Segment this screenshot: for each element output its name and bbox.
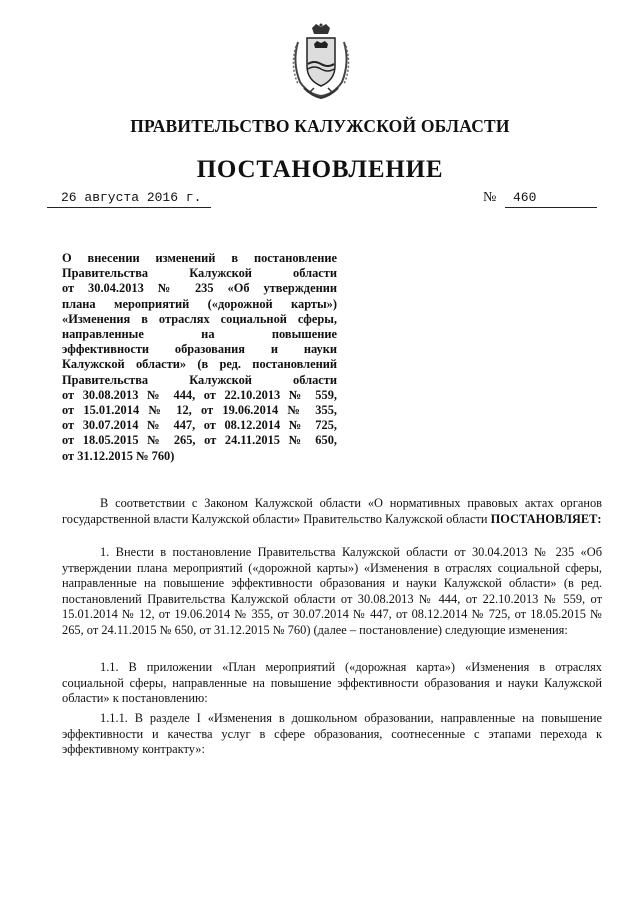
document-type-title: ПОСТАНОВЛЕНИЕ [196,156,444,183]
subject-line: О внесении изменений в постановление [62,251,337,265]
subject-line: от 30.08.2013 № 444, от 22.10.2013 № 559, [62,387,337,402]
subject-line: от 15.01.2014 № 12, от 19.06.2014 № 355, [62,403,337,418]
subject-line: направленные на повышение [62,327,337,342]
subject-line: от 30.04.2013 № 235 «Об утверждении [62,281,337,296]
subject-line: от 30.07.2014 № 447, от 08.12.2014 № 725, [62,418,337,433]
subject-line: эффективности образования и науки [62,342,337,357]
subject-line: от 31.12.2015 № 760) [62,448,175,463]
government-title: ПРАВИТЕЛЬСТВО КАЛУЖСКОЙ ОБЛАСТИ [130,116,510,136]
subject-line: Калужской области» (в ред. постановлений [62,357,337,372]
item-1-1-1-text: 1.1.1. В разделе I «Изменения в дошкольном образовании, направленные на повышение эффективности и качества услуг в сфере образования, соотнесенные с этапами перехода к эффективному контракту»: [62,711,602,757]
subject-line: «Изменения в отраслях социальной сферы, [62,311,337,326]
document-subject [62,251,337,464]
subject-line: плана мероприятий («дорожной карты») [62,296,337,311]
subject-line: Правительства Калужской области [62,266,337,281]
item-1-1-text: 1.1. В приложении «План мероприятий («дорожная карта») «Изменения в отраслях социальной сферы, направленные на повышение эффективности образования и науки Калужской области» к постановлению: [62,660,602,706]
document-date: 26 августа 2016 г. [47,190,211,208]
item-1-1-1-paragraph [62,711,602,758]
intro-paragraph [62,496,602,527]
document-number: 460 [505,190,597,208]
intro-text: В соответствии с Законом Калужской области «О нормативных правовых актах органов государственной власти Калужской области» Правительство Калужской области [62,496,602,526]
item-1-text: 1. Внести в постановление Правительства Калужской области от 30.04.2013 № 235 «Об утверждении плана мероприятий («дорожной карты») «Изменения в отраслях социальной сферы, направленные на повышение эффективности образования и науки Калужской области» (в ред. постановлений Правительства Калужской области от 30.08.2013 № 444, от 22.10.2013 № 559, от 15.01.2014 № 12, от 19.06.2014 № 355, от 30.07.2014 № 447, от 08.12.2014 № 725, от 18.05.2015 № 265, от 24.11.2015 № 650, от 31.12.2015 № 760) (далее – постановление) следующие изменения: [62,545,602,637]
item-1-1-paragraph [62,660,602,707]
decree-word: ПОСТАНОВЛЯЕТ: [490,511,602,526]
coat-of-arms-icon [290,22,352,100]
subject-line: от 18.05.2015 № 265, от 24.11.2015 № 650, [62,433,337,448]
subject-line: Правительства Калужской области [62,372,337,387]
number-sign: № [483,190,497,205]
item-1-paragraph [62,545,602,639]
